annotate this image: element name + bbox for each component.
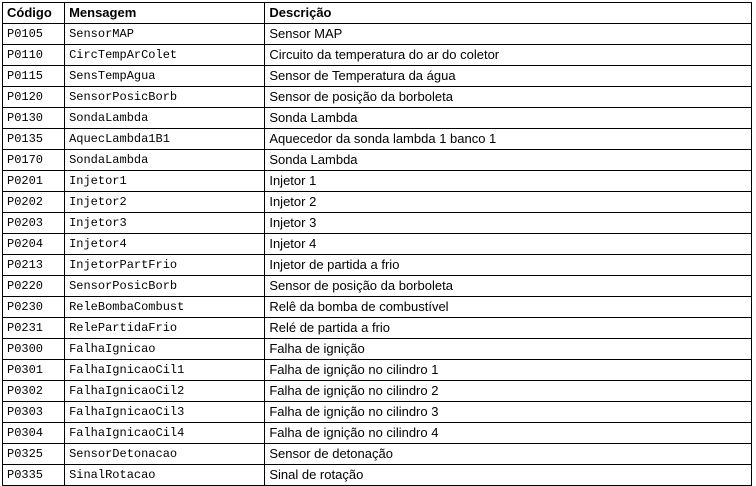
cell-code: P0300	[3, 339, 65, 360]
table-row	[3, 171, 752, 192]
table-row	[3, 381, 752, 402]
table-row	[3, 24, 752, 45]
table-row	[3, 318, 752, 339]
cell-code: P0120	[3, 87, 65, 108]
table-row	[3, 87, 752, 108]
table-header	[3, 3, 752, 24]
cell-code: P0202	[3, 192, 65, 213]
table-row	[3, 234, 752, 255]
cell-message: FalhaIgnicao	[65, 339, 265, 360]
cell-message: FalhaIgnicaoCil3	[65, 402, 265, 423]
cell-code: P0115	[3, 66, 65, 87]
cell-code: P0170	[3, 150, 65, 171]
cell-description: Injetor 2	[265, 192, 752, 213]
table-row	[3, 339, 752, 360]
cell-message: RelePartidaFrio	[65, 318, 265, 339]
cell-description: Sinal de rotação	[265, 465, 752, 486]
cell-code: P0110	[3, 45, 65, 66]
cell-message: SondaLambda	[65, 108, 265, 129]
cell-description: Relé de partida a frio	[265, 318, 752, 339]
cell-description: Sensor de posição da borboleta	[265, 87, 752, 108]
cell-code: P0203	[3, 213, 65, 234]
cell-code: P0105	[3, 24, 65, 45]
cell-message: SensorPosicBorb	[65, 276, 265, 297]
table-body	[3, 24, 752, 486]
table-row	[3, 129, 752, 150]
column-header-message: Mensagem	[65, 3, 265, 24]
table-row	[3, 66, 752, 87]
table-row	[3, 192, 752, 213]
cell-code: P0231	[3, 318, 65, 339]
cell-description: Aquecedor da sonda lambda 1 banco 1	[265, 129, 752, 150]
column-header-code: Código	[3, 3, 65, 24]
table-row	[3, 360, 752, 381]
cell-message: ReleBombaCombust	[65, 297, 265, 318]
cell-code: P0304	[3, 423, 65, 444]
cell-message: FalhaIgnicaoCil2	[65, 381, 265, 402]
table-row	[3, 276, 752, 297]
cell-message: CircTempArColet	[65, 45, 265, 66]
cell-code: P0303	[3, 402, 65, 423]
cell-message: SensorMAP	[65, 24, 265, 45]
cell-description: Circuito da temperatura do ar do coletor	[265, 45, 752, 66]
cell-message: SensorDetonacao	[65, 444, 265, 465]
cell-code: P0201	[3, 171, 65, 192]
cell-code: P0335	[3, 465, 65, 486]
cell-message: FalhaIgnicaoCil1	[65, 360, 265, 381]
cell-code: P0220	[3, 276, 65, 297]
cell-code: P0302	[3, 381, 65, 402]
cell-description: Sensor de Temperatura da água	[265, 66, 752, 87]
cell-message: AquecLambda1B1	[65, 129, 265, 150]
cell-description: Falha de ignição no cilindro 2	[265, 381, 752, 402]
cell-description: Injetor 3	[265, 213, 752, 234]
cell-code: P0135	[3, 129, 65, 150]
table-row	[3, 444, 752, 465]
cell-message: SinalRotacao	[65, 465, 265, 486]
table-row	[3, 423, 752, 444]
cell-code: P0213	[3, 255, 65, 276]
table-row	[3, 150, 752, 171]
cell-code: P0204	[3, 234, 65, 255]
cell-code: P0230	[3, 297, 65, 318]
cell-code: P0301	[3, 360, 65, 381]
table-header-row	[3, 3, 752, 24]
cell-message: Injetor4	[65, 234, 265, 255]
fault-code-table	[2, 2, 752, 486]
cell-message: FalhaIgnicaoCil4	[65, 423, 265, 444]
cell-description: Injetor 1	[265, 171, 752, 192]
cell-message: SondaLambda	[65, 150, 265, 171]
cell-description: Injetor 4	[265, 234, 752, 255]
table-row	[3, 255, 752, 276]
cell-message: Injetor1	[65, 171, 265, 192]
cell-code: P0325	[3, 444, 65, 465]
table-row	[3, 213, 752, 234]
cell-description: Falha de ignição	[265, 339, 752, 360]
column-header-description: Descrição	[265, 3, 752, 24]
cell-description: Sensor de detonação	[265, 444, 752, 465]
cell-message: SensorPosicBorb	[65, 87, 265, 108]
cell-description: Sensor MAP	[265, 24, 752, 45]
cell-description: Sensor de posição da borboleta	[265, 276, 752, 297]
table-row	[3, 108, 752, 129]
table-row	[3, 465, 752, 486]
cell-description: Relê da bomba de combustível	[265, 297, 752, 318]
table-row	[3, 402, 752, 423]
cell-description: Falha de ignição no cilindro 3	[265, 402, 752, 423]
cell-code: P0130	[3, 108, 65, 129]
cell-description: Falha de ignição no cilindro 4	[265, 423, 752, 444]
cell-message: InjetorPartFrio	[65, 255, 265, 276]
cell-description: Falha de ignição no cilindro 1	[265, 360, 752, 381]
table-row	[3, 45, 752, 66]
cell-message: Injetor2	[65, 192, 265, 213]
cell-description: Sonda Lambda	[265, 150, 752, 171]
cell-description: Sonda Lambda	[265, 108, 752, 129]
cell-description: Injetor de partida a frio	[265, 255, 752, 276]
cell-message: Injetor3	[65, 213, 265, 234]
table-row	[3, 297, 752, 318]
cell-message: SensTempAgua	[65, 66, 265, 87]
